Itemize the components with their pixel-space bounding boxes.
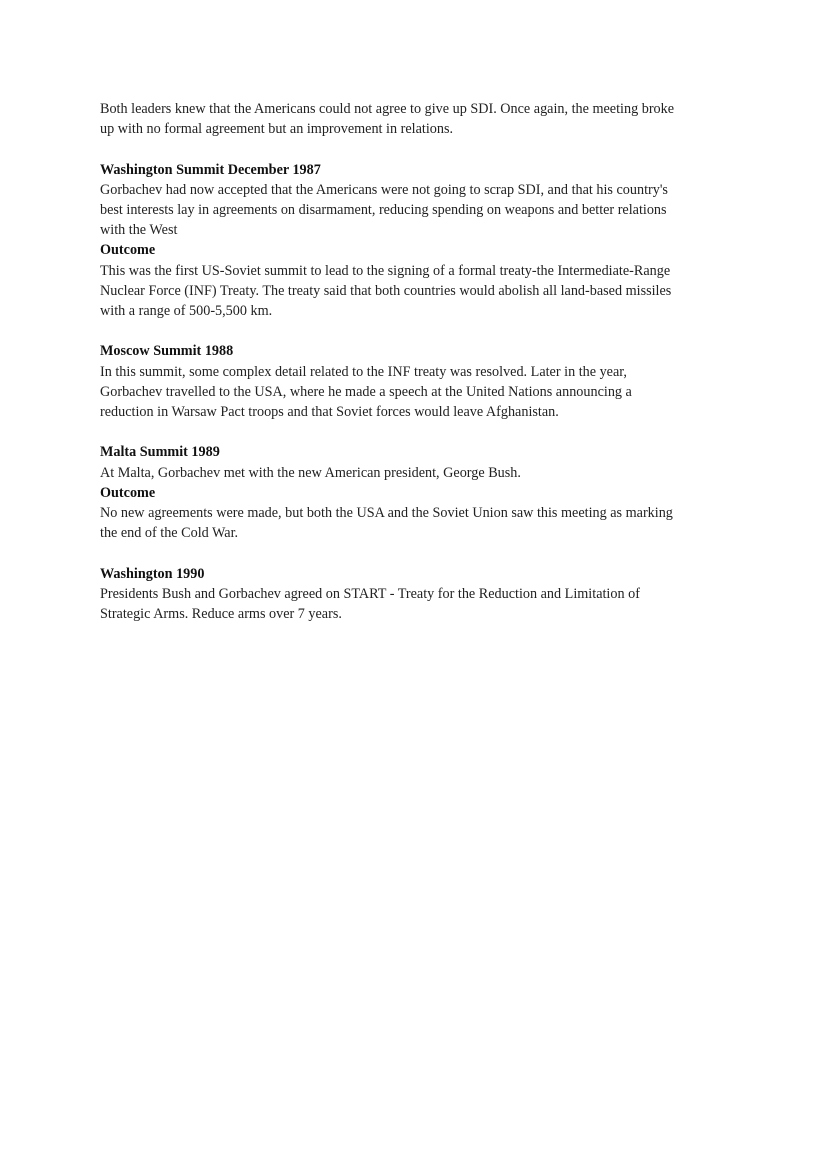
paragraph-line: reduction in Warsaw Pact troops and that Soviet forces would leave Afghanistan. (100, 404, 559, 421)
outcome-line: the end of the Cold War. (100, 525, 239, 542)
outcome-line: This was the first US-Soviet summit to lead to the signing of a formal treaty-the Intermediate-Range (100, 262, 671, 279)
document-page (100, 99, 725, 624)
outcome-line: No new agreements were made, but both the USA and the Soviet Union saw this meeting as marking (100, 505, 673, 522)
section-spacer (100, 422, 725, 442)
section-washington-1990 (100, 564, 725, 625)
outcome-line: with a range of 500-5,500 km. (100, 303, 273, 320)
section-heading: Moscow Summit 1988 (100, 343, 234, 360)
section-heading: Malta Summit 1989 (100, 444, 220, 461)
section-moscow-1988 (100, 341, 725, 422)
intro-line: up with no formal agreement but an improvement in relations. (100, 121, 454, 138)
section-spacer (100, 543, 725, 563)
section-malta-1989 (100, 442, 725, 543)
intro-line: Both leaders knew that the Americans could not agree to give up SDI. Once again, the meeting broke (100, 101, 675, 117)
paragraph-line: Gorbachev travelled to the USA, where he made a speech at the United Nations announcing a (100, 383, 632, 400)
paragraph-line: Presidents Bush and Gorbachev agreed on START - Treaty for the Reduction and Limitation of (100, 585, 640, 602)
paragraph-line: Gorbachev had now accepted that the Americans were not going to scrap SDI, and that his country's (100, 181, 668, 198)
section-spacer (100, 321, 725, 341)
section-spacer (100, 139, 725, 159)
outcome-heading: Outcome (100, 484, 156, 501)
paragraph-line: At Malta, Gorbachev met with the new American president, George Bush. (100, 464, 521, 481)
outcome-line: Nuclear Force (INF) Treaty. The treaty said that both countries would abolish all land-based missiles (100, 282, 672, 299)
intro-paragraph (100, 99, 725, 139)
section-heading: Washington 1990 (100, 565, 205, 582)
paragraph-line: best interests lay in agreements on disarmament, reducing spending on weapons and better relations (100, 202, 667, 218)
outcome-heading: Outcome (100, 242, 156, 259)
paragraph-line: In this summit, some complex detail related to the INF treaty was resolved. Later in the year, (100, 363, 627, 380)
section-heading: Washington Summit December 1987 (100, 161, 321, 178)
paragraph-line: Strategic Arms. Reduce arms over 7 years. (100, 606, 342, 623)
paragraph-line: with the West (100, 222, 178, 239)
section-washington-1987 (100, 160, 725, 322)
